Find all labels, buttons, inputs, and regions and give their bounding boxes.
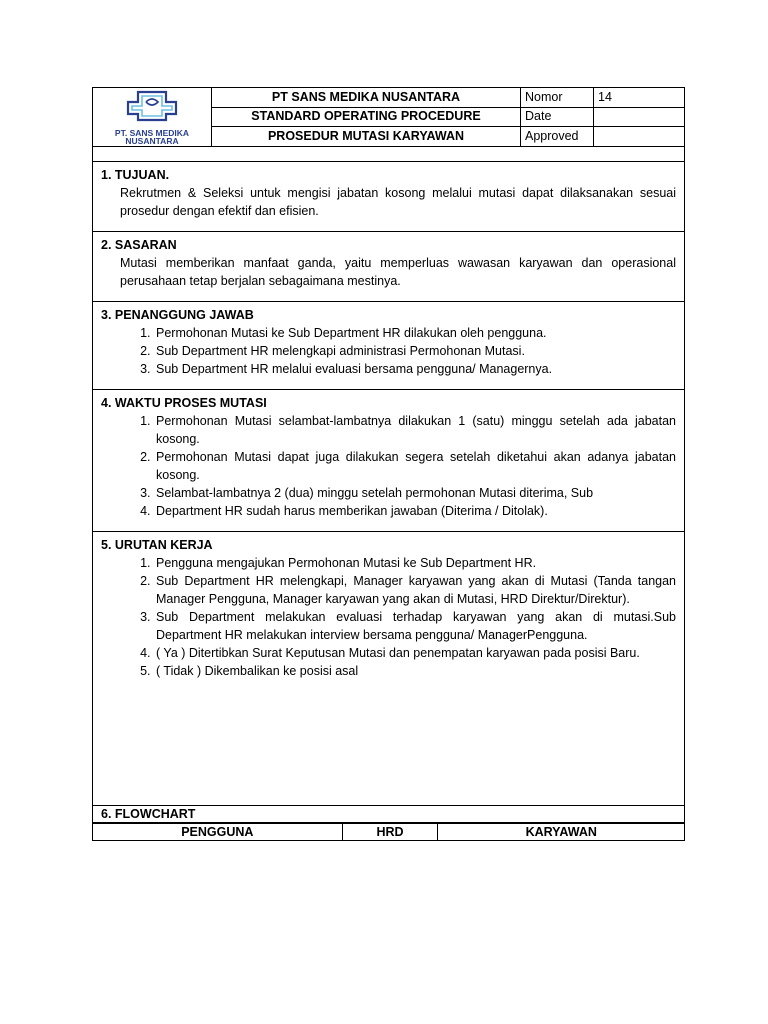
header-table (92, 87, 685, 147)
list-item: 2. Sub Department HR melengkapi administrasi Permohonan Mutasi. (154, 342, 676, 360)
doc-type: STANDARD OPERATING PROCEDURE (212, 107, 521, 127)
approved-value (594, 127, 685, 147)
section-title: 6. FLOWCHART (101, 807, 196, 821)
section-title: 3. PENANGGUNG JAWAB (101, 308, 254, 322)
doc-title: PROSEDUR MUTASI KARYAWAN (212, 127, 521, 147)
list-item: 5. ( Tidak ) Dikembalikan ke posisi asal (154, 662, 676, 680)
nomor-label: Nomor (521, 88, 594, 108)
section-flowchart (92, 806, 685, 823)
date-label: Date (521, 107, 594, 127)
company-name: PT SANS MEDIKA NUSANTARA (212, 88, 521, 108)
section-title: 5. URUTAN KERJA (101, 538, 213, 552)
list-item: 1. Permohonan Mutasi ke Sub Department HR dilakukan oleh pengguna. (154, 324, 676, 342)
date-value (594, 107, 685, 127)
section-urutan-kerja (92, 532, 685, 806)
approved-label: Approved (521, 127, 594, 147)
section-title: 2. SASARAN (101, 238, 177, 252)
list-item: 2. Permohonan Mutasi dapat juga dilakukan segera setelah diketahui akan adanya jabatan kosong. (154, 448, 676, 484)
flowchart-table (92, 823, 685, 841)
list-item: 1. Permohonan Mutasi selambat-lambatnya dilakukan 1 (satu) minggu setelah ada jabatan kosong. (154, 412, 676, 448)
section-penanggung-jawab (92, 302, 685, 390)
urutan-list (101, 554, 676, 680)
logo-text-1: PT. SANS MEDIKA (114, 128, 190, 138)
waktu-list (101, 412, 676, 520)
logo-cell (93, 88, 212, 147)
list-item: 3. Selambat-lambatnya 2 (dua) minggu setelah permohonan Mutasi diterima, Sub (154, 484, 676, 502)
header-spacer (92, 147, 685, 161)
section-text: Rekrutmen & Seleksi untuk mengisi jabatan kosong melalui mutasi dapat dilaksanakan sesuai prosedur dengan efektif dan efisien. (120, 186, 676, 218)
responsibility-list (101, 324, 676, 378)
flowchart-column-karyawan: KARYAWAN (438, 824, 685, 841)
flowchart-column-pengguna: PENGGUNA (93, 824, 343, 841)
nomor-value: 14 (594, 88, 685, 108)
sop-document (92, 87, 685, 841)
section-title: 4. WAKTU PROSES MUTASI (101, 396, 267, 410)
list-item: 3. Sub Department melakukan evaluasi terhadap karyawan yang akan di mutasi.Sub Department HR melakukan interview bersama pengguna/ ManagerPengguna. (154, 608, 676, 644)
list-item: 4. Department HR sudah harus memberikan jawaban (Diterima / Ditolak). (154, 502, 676, 520)
section-tujuan (92, 161, 685, 232)
section-text: Mutasi memberikan manfaat ganda, yaitu memperluas wawasan karyawan dan operasional perusahaan tetap berjalan sebagaimana mestinya. (120, 256, 676, 288)
list-item: 2. Sub Department HR melengkapi, Manager karyawan yang akan di Mutasi (Tanda tangan Manager Pengguna, Manager karyawan yang akan di Mutasi, HRD Direktur/Direktur). (154, 572, 676, 608)
list-item: 4. ( Ya ) Ditertibkan Surat Keputusan Mutasi dan penempatan karyawan pada posisi Baru. (154, 644, 676, 662)
section-waktu (92, 390, 685, 532)
section-sasaran (92, 232, 685, 302)
list-item: 1. Pengguna mengajukan Permohonan Mutasi ke Sub Department HR. (154, 554, 676, 572)
logo-text-2: NUSANTARA (125, 136, 179, 146)
section-title: 1. TUJUAN. (101, 168, 170, 182)
flowchart-column-hrd: HRD (342, 824, 438, 841)
list-item: 3. Sub Department HR melalui evaluasi bersama pengguna/ Managernya. (154, 360, 676, 378)
